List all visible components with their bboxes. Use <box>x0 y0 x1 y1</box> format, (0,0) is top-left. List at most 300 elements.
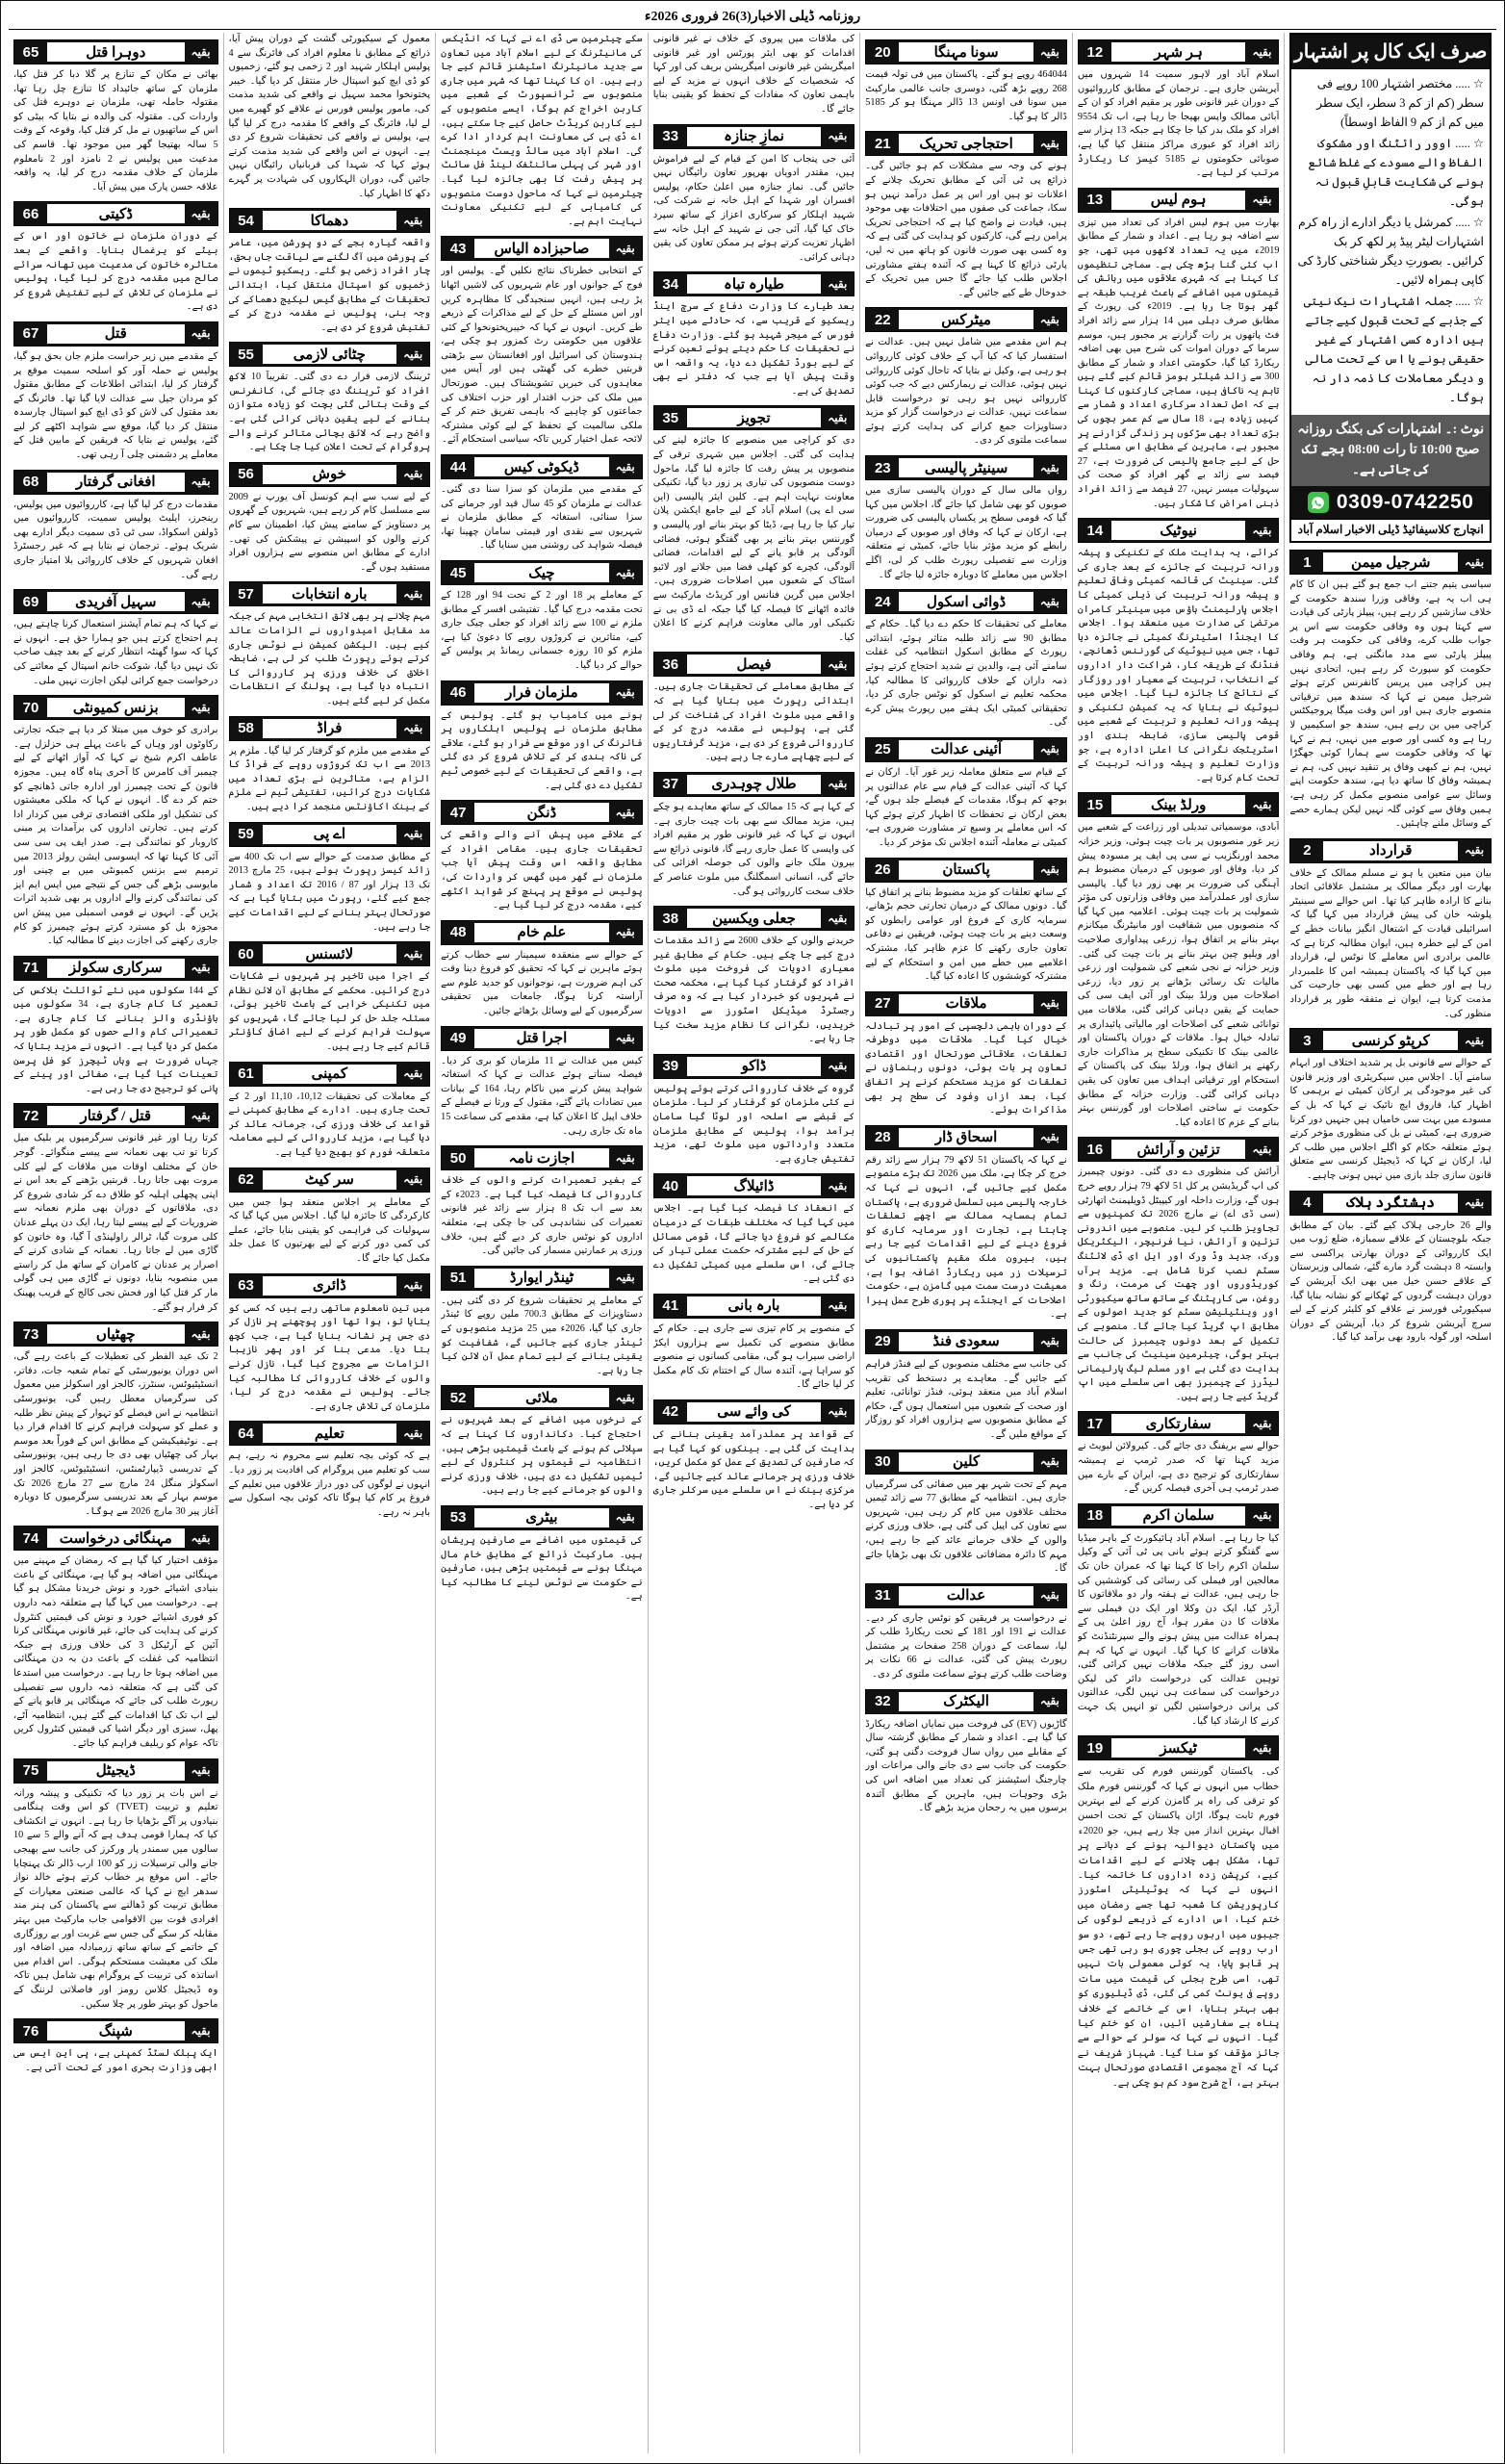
article-title: ڈیجیٹل <box>47 1761 185 1781</box>
column-1 <box>1284 33 1496 2453</box>
article-body: کے کہا ہے کہ 15 ممالک کے ساتھ معاہدے ہو چکے ہیں، مزید ممالک سے بھی بات چیت جاری ہے۔ انہوں نے کہا کہ غیر قانونی طور پر مقیم افراد کی واپسی کا عمل جاری رہے گا، قانونی ذرائع سے بیرون ملک جانے والوں کی حوصلہ افزائی کی جائے گی، انسانی اسمگلنگ میں ملوث عناصر کے خلاف سخت کارروائی ہو گی۔ <box>652 801 855 897</box>
article-title: جعلی ویکسین <box>687 909 822 928</box>
continued-label: بقیہ <box>1033 1330 1066 1353</box>
column-3 <box>859 33 1072 2453</box>
article-body: کے معاملات کی تحقیقات 10,12، 11,10 اور 2 کے تحت جاری ہیں۔ ادارے کے مطابق کمپنی نے قواعد کی خلاف ورزی کی، جرمانہ عائد کر دیا گیا ہے، مزید کارروائی کے لیے معاملہ متعلقہ فورم کو بھیج دیا گیا ہے۔ <box>228 1091 431 1159</box>
article-number: 4 <box>1290 1192 1323 1215</box>
article-body: آئی جی پنجاب کا امن کے قیام کے لیے فراموش ہیں، مقتدر ادویاں بھرپور تعاون رائیگاں نہیں جائیں گی۔ نمازِ جنازہ میں اعلیٰ حکام، پولیس افسران اور شہدا کے اہل خانہ نے شرکت کی، شہید اہلکار کو سرکاری اعزاز کے ساتھ سپرد خاک کیا گیا، آئی جی نے شہید کے اہل خانہ سے اظہار تعزیت کرتے ہوئے ہر ممکن تعاون کی یقین دہانی کرائی۔ <box>652 153 855 263</box>
article-title: ملزمان فرار <box>474 683 609 703</box>
article-headline-20[interactable] <box>865 39 1067 64</box>
continued-label: بقیہ <box>609 1386 642 1409</box>
article-body: ایک پبلک لسٹڈ کمپنی ہے، پی این ایس سی ابھی وزارت بحری امور کے تحت آتی ہے۔ <box>13 2048 218 2073</box>
article-headline-24[interactable] <box>865 589 1067 614</box>
continued-label: بقیہ <box>396 1168 429 1192</box>
article-headline-70[interactable] <box>13 695 218 720</box>
article-number: 47 <box>442 801 474 824</box>
article-number: 55 <box>230 343 263 366</box>
article-title: فراڈ <box>263 719 397 738</box>
article-title: دھماکا <box>263 211 397 230</box>
article-body: کے دوران ملزمان نے خاتون اور اس کے بیٹے کو یرغمال بنایا۔ واقعے کے بعد متاثرہ خاتون کی مدعیت میں تھانہ سرائے صالح میں مقدمہ درج کر لیا گیا، پولیس نے ملزمان کی تلاش کے لیے تفتیش شروع کر دی ہے۔ <box>13 231 218 313</box>
article-number: 44 <box>442 455 474 478</box>
article-body: میں تین نامعلوم ساتھی رہے ہیں کہ کسی کو بتایا تو، ہوا تھا اور پوچھنے پر نازل کر دی جس پر نشانہ بنایا گیا ہے، جب کچھ بتا دیا۔ مدعی بنا کر اور پھر نازیبا الزامات سے مجروح کیا گیا، نازل کرنے والوں کے خلاف کارروائی کا مطالبہ کیا جائے۔ پولیس نے مقدمہ درج کر لیا، ملزمان کی تلاش جاری ہے۔ <box>228 1302 431 1412</box>
article-title: چٹائی لازمی <box>263 345 397 364</box>
article-headline-67[interactable] <box>13 321 218 346</box>
article-number: 49 <box>442 1027 474 1050</box>
article-headline-50[interactable] <box>441 1145 643 1170</box>
article-title: ڈائیلاگ <box>687 1176 822 1195</box>
article-headline-52[interactable] <box>441 1385 643 1410</box>
article-title: بیٹری <box>474 1508 609 1527</box>
article-title: تزئین و آرائش <box>1111 1140 1246 1159</box>
article-title: ٹیکسز <box>1111 1738 1246 1758</box>
article-title: احتجاجی تحریک <box>899 134 1033 153</box>
ad-term-line: ☆ ..... کمرشل یا دیگر ادارے از راہ کرم اشتہارات لیٹر پیڈ پر لکھ کر بک کرائیں۔ بصورتِ دیگر شناختی کارڈ کی کاپی ہمراہ لائیں۔ <box>1297 216 1485 287</box>
article-headline-60[interactable] <box>229 941 431 966</box>
column-2 <box>1072 33 1285 2453</box>
article-body: کے نرخوں میں اضافے کے بعد شہریوں نے احتجاج کیا۔ دکانداروں کا کہنا ہے کہ سپلائی کم ہونے کے باعث قیمتیں بڑھی ہیں، انتظامیہ نے قیمتوں پر کنٹرول کے لیے ٹیمیں تشکیل دے دی ہیں، خلاف ورزی کرنے والوں کو جرمانے کیے جا رہے ہیں۔ <box>441 1415 643 1497</box>
article-title: دہشتگرد ہلاک <box>1323 1194 1458 1213</box>
article-title: قتل <box>47 324 185 344</box>
continued-label: بقیہ <box>821 907 854 930</box>
advertisement-box <box>1289 33 1492 543</box>
article-headline-73[interactable] <box>13 1322 218 1347</box>
article-title: اے پی <box>263 825 397 844</box>
article-number: 75 <box>14 1759 47 1783</box>
ad-booking-note: نوٹ :۔ اشتہارات کی بکنگ روزانہ صبح 10:00 تا رات 08:00 بجے تک کی جاتی ہے۔ <box>1291 415 1490 486</box>
article-headline-75[interactable] <box>13 1758 218 1784</box>
continued-label: بقیہ <box>185 471 217 494</box>
article-headline-63[interactable] <box>229 1273 431 1298</box>
article-body: کے قواعد پر عملدرآمد یقینی بنانے کی ہدایت کی گئی ہے۔ بینکوں کو کہا گیا ہے کہ صارفین کی تصدیق کے عمل کو مکمل کریں، خلاف ورزی پر جرمانے عائد کیے جائیں گے، مرکزی بینک نے اس سلسلے میں سرکلر جاری کر دیا ہے۔ <box>652 1428 855 1510</box>
article-number: 2 <box>1290 839 1323 862</box>
continued-label: بقیہ <box>396 823 429 846</box>
article-body: اسلام آباد اور لاہور سمیت 14 شہروں میں آپریشن جاری ہے۔ ترجمان کے مطابق کارروائیوں کے دوران غیر قانونی طور پر مقیم افراد کو ان کے آبائی ممالک واپس بھیجا جا رہا ہے، اب تک 9554 افراد کو ملک بدر کیا جا چکا ہے جبکہ 13 ہزار سے زائد افراد کو عبوری مراکز منتقل کیا گیا ہے، صوبائی حکومتوں نے 5185 کیسز کا ریکارڈ مرتب کر لیا ہے۔ <box>1077 69 1280 179</box>
article-headline-28[interactable] <box>865 1125 1067 1150</box>
continued-label: بقیہ <box>1033 456 1066 479</box>
continued-label: بقیہ <box>396 343 429 366</box>
article-number: 40 <box>654 1174 687 1197</box>
article-title: سفارتکاری <box>1111 1414 1246 1433</box>
article-body: کرائے، یہ ہدایت ملک کے تکنیکی و پیشہ ورانہ تربیت کے جائزے کے بعد جاری کی گئی۔ سینیٹ کی قائمہ کمیٹی وفاقی تعلیم و پیشہ ورانہ تربیت کی ذیلی کمیٹی کا اجلاس پارلیمنٹ ہاؤس میں سینیٹر کامران مرتضیٰ کی صدارت میں منعقد ہوا۔ اجلاس کا ایجنڈا اسٹیئرنگ کمیٹی نے جائزہ دیا تھا، جس میں نیوٹیک کی گورننس ڈھانچے، فنڈنگ کے طریقہ کار، شراکت دار اداروں کے انتخاب، تربیت کے معیار اور روزگار کے نتائج کا جائزہ لیا گیا۔ اجلاس میں نیوٹیک نے بتایا کہ یہ کمیشن تکنیکی و پیشہ ورانہ تعلیم و تربیت کے شعبے میں قومی پالیسی سازی، ضابطہ بندی اور اسٹریٹجک نگرانی کا اعلیٰ ادارہ ہے، جو وزارت تعلیم و پیشہ ورانہ تربیت کے تحت کام کرتا ہے۔ <box>1077 548 1280 783</box>
article-body: والے 26 خارجی ہلاک کیے گئے۔ بیان کے مطابق جبکہ بلوچستان کے علاقے سمبازہ، ضلع ژوب میں ایک کارروائی کے دوران بھارتی پراکسی سے وابستہ 8 دہشت گرد مارے گئے، شمالی وزیرستان کے علاقے حسن خیل میں بھی ایک آپریشن کے دوران دہشت گردوں کے ٹھکانے کو نشانہ بنایا گیا، سیکیورٹی فورسز نے علاقے کو کلیئر کرنے کے لیے سرچ آپریشن شروع کر دیا، آپریشن کے دوران اسلحہ اور گولہ بارود بھی برآمد کیا گیا۔ <box>1289 1219 1492 1344</box>
article-title: کلین <box>899 1452 1033 1472</box>
article-number: 41 <box>654 1295 687 1318</box>
article-number: 60 <box>230 942 263 965</box>
article-number: 22 <box>866 308 899 331</box>
article-body: معاملے کی تحقیقات کا حکم دے دیا گیا۔ حکام کے مطابق 90 سے زائد طلبہ متاثر ہوئے، ابتدائی رپورٹ کے مطابق اسکول انتظامیہ کی غفلت سامنے آئی ہے، والدین نے شدید احتجاج کرتے ہوئے ذمہ داران کے خلاف کارروائی کا مطالبہ کیا، محکمہ تعلیم نے اسکول کو نوٹس جاری کر دیا، تحقیقاتی کمیٹی ایک ہفتے میں رپورٹ پیش کرے گی۔ <box>865 619 1067 729</box>
continued-label: بقیہ <box>609 801 642 824</box>
article-number: 14 <box>1079 519 1111 542</box>
continued-label: بقیہ <box>185 590 217 613</box>
continued-label: بقیہ <box>609 1267 642 1290</box>
article-number: 71 <box>14 957 47 980</box>
article-number: 67 <box>14 322 47 346</box>
article-headline-64[interactable] <box>229 1421 431 1446</box>
article-number: 27 <box>866 992 899 1015</box>
article-headline-16[interactable] <box>1078 1137 1280 1162</box>
article-number: 46 <box>442 681 474 705</box>
article-headline-35[interactable] <box>653 405 855 430</box>
masthead-title: روزنامہ ڈیلی الاخبار(3)26 فروری 2026ء <box>9 5 1496 30</box>
article-number: 58 <box>230 717 263 740</box>
continued-label: بقیہ <box>396 942 429 965</box>
article-title: ڈکیتی <box>47 204 185 223</box>
article-title: اسحاق ڈار <box>899 1128 1033 1147</box>
article-title: الیکٹرک <box>899 1692 1033 1711</box>
article-title: طلال چوہدری <box>687 775 822 794</box>
continued-label: بقیہ <box>1245 1412 1278 1435</box>
article-number: 28 <box>866 1126 899 1149</box>
continued-label: بقیہ <box>185 40 217 64</box>
article-title: عدالت <box>899 1586 1033 1605</box>
continued-label: بقیہ <box>185 1104 217 1127</box>
article-headline-56[interactable] <box>229 462 431 487</box>
article-number: 73 <box>14 1322 47 1346</box>
article-headline-53[interactable] <box>441 1505 643 1530</box>
article-head���ine-51[interactable] <box>441 1266 643 1291</box>
article-headline-26[interactable] <box>865 858 1067 883</box>
article-headline-4[interactable] <box>1289 1191 1492 1216</box>
article-title: پاکستان <box>899 860 1033 880</box>
article-body: کے دوران باہمی دلچسپی کے امور پر تبادلہ خیال کیا گیا۔ ملاقات میں دوطرفہ تعلقات، علاقائی صورتحال اور اقتصادی تعاون پر بات ہوئی، دونوں رہنماؤں نے تعلقات کو مزید مستحکم کرنے پر اتفاق کیا، بعد ازاں وفود کی سطح پر بھی مذاکرات ہوئے۔ <box>865 1020 1067 1116</box>
continued-label: بقیہ <box>1458 1029 1491 1052</box>
article-body: کے ساتھ تعلقات کو مزید مضبوط بنانے پر اتفاق کیا گیا۔ دونوں ممالک کے درمیان تجارتی حجم بڑھانے، سرمایہ کاری کے فروغ اور عوامی رابطوں کو وسعت دینے پر بات چیت ہوئی، فریقین نے دفاعی تعاون جاری رکھنے کا عزم ظاہر کیا، مشترکہ اعلامیے میں خطے میں امن و استحکام کے لیے مشترکہ کوششوں کا اعادہ کیا گیا۔ <box>865 886 1067 983</box>
article-body: کے حوالے سے منعقدہ سیمینار سے خطاب کرتے ہوئے ماہرین نے کہا کہ تحقیق کو فروغ دینا وقت کی اہم ضرورت ہے، نوجوانوں کو جدید علوم سے آراستہ کرنا ہوگا، جامعات میں تحقیقی سرگرمیوں کے لیے وسائل بڑھائے جائیں۔ <box>441 949 643 1017</box>
article-title: سعودی فنڈ <box>899 1332 1033 1351</box>
article-headline-45[interactable] <box>441 560 643 585</box>
continued-label: بقیہ <box>821 406 854 429</box>
article-number: 64 <box>230 1422 263 1445</box>
article-number: 42 <box>654 1400 687 1424</box>
article-number: 48 <box>442 921 474 944</box>
article-title: دوہرا قتل <box>47 42 185 62</box>
article-body: کے مقدمے میں ملزمان کو سزا سنا دی گئی۔ عدالت نے ملزمان کو 45 سال قید اور جرمانے کی سزا سنائی، استغاثہ کے مطابق ملزمان نے شہریوں سے نقدی اور قیمتی سامان چھینا تھا، فیصلہ شواہد کی روشنی میں سنایا گیا۔ <box>441 484 643 552</box>
article-headline-36[interactable] <box>653 652 855 677</box>
article-headline-14[interactable] <box>1078 518 1280 543</box>
continued-label: بقیہ <box>609 681 642 705</box>
continued-label: بقیہ <box>609 1506 642 1529</box>
article-title: بارہ بانی <box>687 1296 822 1316</box>
article-number: 65 <box>14 40 47 64</box>
continued-label: بقیہ <box>1245 1504 1278 1527</box>
article-body: نے اس بات پر زور دیا کہ تکنیکی و پیشہ ورانہ تعلیم و تربیت (TVET) کو اس وقت ہنگامی بنیادوں پر آگے بڑھایا جا رہا ہے۔ انہوں نے انکشاف کیا کہ ہمارا قومی ہدف ہے کہ آنے والے 5 سے 10 سالوں میں سمندر پار ورکرز کی جانب سے بھیجی جانے والی ترسیلات زر کو 100 ارب ڈالر تک پہنچایا جائے۔ اس موقع پر خطاب کرتے ہوئے خالد نواز سدھر ایچ نے کہا کہ عالمی صنعتی معیارات کے مطابق تربیت کو ڈھالنے سے پاکستان کی ہنر مند افرادی قوت بین الاقوامی جاب مارکیٹ میں بہتر مقابلہ کر سکے گی جس سے غربت اور بے روزگاری کے خاتمے کے ساتھ ساتھ زرمبادلہ میں اضافہ اور ملک کی معیشت مستحکم ہوگی۔ اس اقدام میں اساتذہ کی تربیت کے پروگرام بھی شامل ہیں تاکہ وہ ڈیجیٹل کلاس رومز اور فاصلاتی لرننگ کے ماحول کو بہتر طور پر چلا سکیں۔ <box>13 1787 218 2010</box>
article-number: 24 <box>866 590 899 613</box>
continued-label: بقیہ <box>185 696 217 719</box>
continued-label: بقیہ <box>1245 793 1278 816</box>
article-body: کی۔ پاکستان گورننس فورم کی تقریب سے خطاب میں انہوں نے کہا کہ گورننس فورم ملک کو ترقی کی راہ پر گامزن کرنے کے لیے بہترین فورم ثابت ہوگا، اڑان پاکستان کے تحت احسن اقبال بہترین انداز میں چلا رہے ہیں، جو 2020ء میں پاکستان دیوالیہ ہونے کے دہانے پر تھا، مشکل بھی چلانے کے لیے اقدامات کیے، کرپشن زدہ اداروں کا خاتمہ کیا۔ انہوں نے کہا کہ یوٹیلیٹی اسٹورز کارپوریشن کا شعبہ تھا جسے رمضان میں ختم کیا، اس ادارے کے ذریعے لوگوں کی جیبوں میں اربوں روپے جا رہے تھے، دو سو ارب روپے کی بجلی چوری ہو رہی تھی جس پر قابو پایا، یہ کوئی معمولی بات نہیں تھی، اسی طرح بجلی کی قیمت میں سات روپے فی یونٹ کمی کی گئی، ڈی ڈیلیوری کو بھی بہتر بنایا، اس کے خاتمے کے خلاف پناہ بے سفارشیں آئیں، ان کو ختم کیا گیا۔ انہوں نے کہا کہ سولر کے حوالے سے جائز مؤقف کو سنا گیا۔ شہباز شریف نے کہا کہ آج مجموعی اقتصادی صورتحال بہت بہتر ہے، آج شرح سود کم ہو چکی ہے۔ <box>1077 1766 1280 2089</box>
continued-label: بقیہ <box>821 125 854 148</box>
article-title: ملائی <box>474 1388 609 1407</box>
article-title: تعلیم <box>263 1424 397 1443</box>
article-headline-34[interactable] <box>653 271 855 296</box>
article-headline-19[interactable] <box>1078 1735 1280 1760</box>
article-title: کرپٹو کرنسی <box>1323 1031 1458 1050</box>
article-body: کے مطابق صدمت کے حوالے سے اب تک 400 سے زائد کیسز رپورٹ ہوئے ہیں، 25 مارچ 2013 تک 13 ہزار اور 87 / 2016 تک اعداد و شمار جمع کیے گئے، رپورٹ میں بتایا گیا ہے کہ صورتحال بہتر بنانے کے لیے اقدامات کیے جا رہے ہیں۔ <box>228 851 431 933</box>
article-body: کے معاملے پر 18 اور 2 کے تحت 94 اور 128 کے تحت مقدمہ درج کیا گیا۔ تفتیشی افسر کے مطابق ملزم نے 100 سے زائد افراد کو جعلی چیک جاری کیے، متاثرین نے کروڑوں روپے کا دعویٰ کیا ہے، ملزم کو 10 روزہ جسمانی ریمانڈ پر پولیس کے حوالے کر دیا گیا۔ <box>441 590 643 671</box>
article-title: سلمان اکرم <box>1111 1506 1246 1526</box>
article-headline-29[interactable] <box>865 1329 1067 1354</box>
article-body: کے 144 سکولوں میں نئے ٹوائلٹ بلاکس کی تعمیر کا کام جاری ہے، 34 سکولوں میں باؤنڈری والز بنانے کا کام جاری ہے۔ تعمیراتی کام والے حصوں کو مکمل طور پر مکمل کر دیا گیا ہے۔ انہوں نے مزید بتایا کہ جہاں ضرورت ہے وہاں ٹیچرز کو فل پرسن تعینات کیا گیا ہے، صفائی اور پینے کے پانی کو ترجیح دی جا رہی ہے۔ <box>13 985 218 1094</box>
article-headline-41[interactable] <box>653 1294 855 1319</box>
article-body: نے کہا کہ ہم تمام آپشنز استعمال کرنا چاہتے ہیں، ہم احتجاج کرتے ہیں جو ہمارا حق ہے۔ انہوں نے کہا کہ سوا گھنٹہ انتظار کرنے کے بعد چیف صاحب تک نہیں دیا گیا، شوکت خانم اسپتال کے معائنے کی درخواست جمع کرائی لیکن اجازت نہیں ملی۔ <box>13 619 218 686</box>
article-title: نمازِ جنازہ <box>687 127 822 146</box>
whatsapp-icon <box>1308 492 1329 513</box>
article-body: 464044 روپے ہو گئے۔ پاکستان میں فی تولہ قیمت 268 روپے بڑھ گئی، دوسری جانب عالمی مارکیٹ میں سونا فی اونس 13 ڈالر مہنگا ہو کر 5185 ڈالر کا ہو گیا۔ <box>865 69 1067 122</box>
article-headline-62[interactable] <box>229 1168 431 1193</box>
continued-label: بقیہ <box>609 921 642 944</box>
article-headline-1[interactable] <box>1289 550 1492 575</box>
article-number: 23 <box>866 456 899 479</box>
continued-label: بقیہ <box>1245 1138 1278 1161</box>
continued-label: بقیہ <box>821 1295 854 1318</box>
article-headline-46[interactable] <box>441 680 643 706</box>
article-headline-32[interactable] <box>865 1689 1067 1714</box>
continued-label: بقیہ <box>821 272 854 295</box>
article-number: 53 <box>442 1506 474 1529</box>
article-number: 43 <box>442 237 474 260</box>
article-number: 61 <box>230 1063 263 1086</box>
article-number: 30 <box>866 1450 899 1474</box>
article-number: 1 <box>1290 551 1323 574</box>
article-body: سیاسی یتیم جتنے اب جمع ہو گئے ہیں ان کا کام ہی اب یہ ہے، وفاقی وزرا سندھ حکومت کے خلاف سازشیں کر رہے ہیں، پیپلز پارٹی کی قیادت سے کہتا ہوں وہ وفاقی حکومت سے اس پر جواب طلب کرے، وفاقی کی حکومت ہر وقت پیپلز پارٹی سے مدد مانگتی ہے، ہم وفاقی حکومت کو سپورٹ کر رہے ہیں، اتحادی نہیں ہیں کراچی میں پریس کانفرنس کرتے ہوئے شرجیل میمن نے کہا کہ سندھ میں ترقیاتی منصوبے جاری ہیں اور اس وقت میگا پروجیکٹس کراچی میں بن رہے ہیں، سندھ جو اسکیمیں لا رہا ہے وہ کسی اور صوبے میں نہیں، ہم نے کہا تھا کہ وفاقی حکومت سے ہمارا کوئی جھگڑا نہیں، ہم نے کبھی وفاق پر تنقید نہیں کی، ہم نے ہمیشہ وفاق کا ساتھ دیا ہے، سندھ حکومت اپنے وسائل سے عوامی منصوبے مکمل کر رہی ہے، ہمیں وفاق سے کوئی گلہ نہیں لیکن ہمارے حصے کے وسائل ملنے چاہئیں۔ <box>1289 579 1492 830</box>
article-headline-40[interactable] <box>653 1173 855 1198</box>
article-title: قرارداد <box>1323 841 1458 860</box>
article-headline-37[interactable] <box>653 772 855 797</box>
article-headline-54[interactable] <box>229 208 431 233</box>
article-body: ہم اس مقدمے میں شامل نہیں ہیں۔ عدالت نے استفسار کیا کہ کیا آپ کے خلاف کوئی کارروائی ہو رہی ہے، وکیل نے بتایا کہ تاحال کوئی کارروائی نہیں ہوئی، عدالت نے ریمارکس دیے کہ جب کوئی کارروائی نہیں ہو رہی تو درخواست قابل سماعت نہیں، عدالت نے درخواست گزار کو مزید دستاویزات جمع کرانے کی ہدایت کرتے ہوئے سماعت ملتوی کر دی۔ <box>865 337 1067 447</box>
article-body: کرتا رہا اور غیر قانونی سرگرمیوں پر بلیک میل کرتا تو تب بھی نعمانہ سے پیسے منگوائے۔ گوجر خان کے مختلف اوقات میں ملاقات کے لیے کلی مروت بھی جاتا رہا۔ قربتیں بڑھنے کے بعد اس نے اپنی پچھلی اہلیہ کو طلاق دے کر شادی شروع کر دی، ملاقاتوں کے دوران بھی ملزم نعمانہ سے ضروریات کے لیے پیسے لیتا رہا، ایک دن پہلے عدنان کلی مروت گیا، ٹرالر راولپنڈی آ گیا، وہ خاتون کو گاڑی میں لے جاتا رہا۔ نعمانہ کے شادی کرنے کے اصرار پر عدنان نے کامران کے ساتھ مل کر راستے میں منصوبہ بنایا، دونوں نے گاڑی میں ہی گولی مار کر قتل کیا اور فحش نجی کالج کے قریب پھینک کر فرار ہو گئے۔ <box>13 1133 218 1313</box>
article-title: ڈیکوٹی کیس <box>474 457 609 476</box>
ad-footer-incharge: انچارج کلاسیفائیڈ ڈیلی الاخبار اسلام آباد <box>1291 519 1490 541</box>
article-title: ملاقات <box>899 994 1033 1014</box>
continued-label: بقیہ <box>396 209 429 232</box>
article-headline-66[interactable] <box>13 201 218 226</box>
article-number: 32 <box>866 1690 899 1713</box>
article-headline-72[interactable] <box>13 1103 218 1128</box>
article-headline-57[interactable] <box>229 581 431 606</box>
continued-label: بقیہ <box>396 1422 429 1445</box>
continued-label: بقیہ <box>185 1322 217 1346</box>
continued-label: بقیہ <box>609 561 642 584</box>
article-title: ورلڈ بینک <box>1111 795 1246 814</box>
article-body: بعد طیارے کا وزارت دفاع کے سرچ اینڈ ریسکیو کے قریب سے، کہ حادثے میں ایئر فورس کے میجر شہید ہو گئے۔ وزارت دفاع نے تحقیقات کا حکم دیتے ہوئے تعین کرنے کے لیے بورڈ تشکیل دے دیا، یہ واقعہ اس وقت پیش آیا ہے جب کہ دفتر نے بھی تصدیق کی ہے۔ <box>652 301 855 397</box>
article-number: 45 <box>442 561 474 584</box>
article-headline-33[interactable] <box>653 124 855 149</box>
article-headline-22[interactable] <box>865 307 1067 332</box>
article-title: قتل / گرفتار <box>47 1106 185 1125</box>
article-title: کی وائے سی <box>687 1402 822 1422</box>
article-headline-31[interactable] <box>865 1583 1067 1608</box>
continued-label: بقیہ <box>821 653 854 676</box>
article-number: 66 <box>14 202 47 225</box>
article-headline-58[interactable] <box>229 716 431 741</box>
continued-label: بقیہ <box>821 1055 854 1078</box>
article-headline-3[interactable] <box>1289 1028 1492 1053</box>
article-title: شرجیل میمن <box>1323 552 1458 572</box>
article-headline-15[interactable] <box>1078 792 1280 817</box>
article-title: چھٹیاں <box>47 1324 185 1344</box>
article-body: کے بغیر تعمیرات کرنے والوں کے خلاف کارروائی کا فیصلہ کیا گیا ہے۔ 2023ء کے بعد سے اب تک 8 ہزار سے زائد غیر قانونی تعمیرات کی نشاندہی کی جا چکی ہے، متعلقہ اداروں کو نوٹس جاری کر دیے گئے ہیں، خلاف ورزی پر عمارتیں مسمار کی جائیں گی۔ <box>441 1175 643 1257</box>
article-headline-38[interactable] <box>653 906 855 931</box>
article-body: ٹریننگ لازمی قرار دے دی گئی۔ تقریباً 10 لاکھ افراد کو ٹریننگ دی جائے گی، کانفرنس کے وقت بتائی گئی بچت کو زیادہ متوازن بنانے کے لیے یقین دہانی کرائی گئی ہے۔ واضح رہے کہ لائق بچائی متاثر کرنے والے پروگرام کے تحت اعلان کیا جا چکا ہے۔ <box>228 372 431 453</box>
article-body: دی کو کراچی میں منصوبے کا جائزہ لینے کی ہدایت کی گئی۔ اجلاس میں شہری ترقی کے منصوبوں پر پیش رفت کا جائزہ لیا گیا، ماحول دوست منصوبوں کی تیاری پر زور دیا گیا، تکنیکی معاونت نہایت اہم ہے۔ کلین ایئر پالیسی (این سی اے پی) اسلام آباد کے لیے جامع ایکشن پلان تیار کیا جا رہا ہے، ڈیٹا کو بہتر بنانے اور پالیسی و گورننس بہتر بنانے پر بھی گفتگو ہوئی، فضائی آلودگی پر قابو پانے کے لیے اقدامات، فضائی آلودگی، کچرے کو کھلی فضا میں جلانے اور لائیو اسٹاک کے شعبوں میں اصلاحات ضروری ہیں۔ اجلاس میں گرین فنانس اور کریڈٹ مارکیٹ سے فائدہ اٹھانے کا فیصلہ کیا گیا جبکہ اے ڈی بی نے تکنیکی اور مالی معاونت فراہم کرنے کا اعلان کیا۔ <box>652 435 855 643</box>
article-number: 57 <box>230 582 263 605</box>
article-headline-49[interactable] <box>441 1026 643 1051</box>
article-body: کے علاقے میں پیش آنے والے واقعے کی تحقیقات جاری ہیں۔ مقامی افراد کے مطابق واقعہ اس وقت پیش آیا جب ملزمان نے گھر میں گھس کر واردات کی، پولیس نے موقع پر پہنچ کر شواہد اکٹھے کیے، مقدمہ درج کر لیا گیا ہے۔ <box>441 830 643 911</box>
continued-label: بقیہ <box>1033 992 1066 1015</box>
article-headline-71[interactable] <box>13 956 218 981</box>
article-body: کے انتخابی خطرناک نتائج نکلیں گے۔ پولیس اور فوج کے جوانوں اور عام شہریوں کی لاشیں اٹھانا پڑ رہی ہیں، انہیں سنجیدگی کا مظاہرہ کریں اور اس مسئلے کے حل کے لیے مذاکرات کے ذریعے طے کریں۔ انہوں نے کہا کہ خیبرپختونخوا کے کئی علاقوں میں حکومتی رٹ کمزور ہو چکی ہے، ہندوستان کی اسرائیل اور افغانستان سے بڑھتی قربتیں خطرے کی گھنٹی ہیں اور آپس میں معاہدوں کی خبریں تشویشناک ہیں۔ صورتحال میں ملک کی حزب اقتدار اور حزب اختلاف کی جماعتوں کو چاہیے کہ باہمی تفریق ختم کر کے ملکی سالمیت کے تحفظ کے لیے کوئی مشترکہ لائحہ عمل اختیار کریں تاکہ سیاسی استحکام آئے۔ <box>441 266 643 446</box>
article-number: 37 <box>654 773 687 796</box>
article-body: مہم کے تحت شہر بھر میں صفائی کی سرگرمیاں جاری ہیں۔ انتظامیہ کے مطابق 77 سے زائد ٹیمیں مختلف علاقوں میں کام کر رہی ہیں، شہریوں سے تعاون کی اپیل کی گئی ہے، خلاف ورزی کرنے والوں کے خلاف جرمانے عائد کیے جا رہے ہیں، مہم کا دائرہ مضافاتی علاقوں تک بھی بڑھایا جائے گا۔ <box>865 1478 1067 1575</box>
ad-phone-row[interactable] <box>1291 486 1490 519</box>
article-number: 34 <box>654 272 687 295</box>
article-headline-76[interactable] <box>13 2018 218 2043</box>
continued-label: بقیہ <box>185 1527 217 1550</box>
article-title: اجازت نامہ <box>474 1148 609 1168</box>
article-body: کے منصوبے پر کام تیزی سے جاری ہے۔ حکام کے مطابق منصوبے کی تکمیل سے ہزاروں ایکڑ اراضی سیراب ہو گی، مقامی کسانوں نے منصوبے کو سراہا ہے، آئندہ سال کے اختتام تک کام مکمل کر لیا جائے گا۔ <box>652 1322 855 1391</box>
article-body: بھارت میں ہوم لیس افراد کی تعداد میں تیزی سے اضافہ ہو رہا ہے۔ اعداد و شمار کے مطابق 2019ء میں یہ تعداد لاکھوں میں تھی، جو اب کئی گنا بڑھ چکی ہے۔ سماجی تنظیموں کا کہنا ہے کہ شہری علاقوں میں رہائش کی قیمتوں میں اضافے کے باعث غریب طبقہ بے گھر ہوتا جا رہا ہے۔ 2019ء کی رپورٹ کے مطابق صرف دہلی میں 14 ہزار سے زائد افراد فٹ پاتھوں پر رات گزارنے پر مجبور ہیں، موسم سرما کے دوران اموات کی شرح میں بھی اضافہ ریکارڈ کیا گیا، حکومتی اعداد و شمار کے مطابق 300 سے زائد شیلٹر ہومز قائم کیے گئے ہیں تاہم یہ ناکافی ہیں، سماجی کارکنوں کا کہنا ہے کہ اصل تعداد سرکاری اعداد و شمار سے کہیں زیادہ ہے، 18 سال سے کم عمر بچوں کی بڑی تعداد بھی سڑکوں پر زندگی گزارنے پر مجبور ہے، ماہرین کے مطابق اس مسئلے کے حل کے لیے جامع پالیسی کی ضرورت ہے، 27 فیصد سے زائد بے گھر افراد کو صحت کی سہولیات میسر نہیں، 27 فیصد سے زائد افراد ذہنی امراض کا شکار ہیں۔ <box>1077 217 1280 509</box>
article-body: واقعہ گیارہ بجے کے دو پورشن میں، عامر کے پورشن میں آگ لگنے سے لیاقت جاں بحق، چار افراد زخمی ہو گئے۔ ریسکیو ٹیموں نے زخمیوں کو اسپتال منتقل کیا، ابتدائی تحقیقات کے مطابق گیس لیکیج دھماکے کی وجہ بنی، پولیس نے مقدمہ درج کر کے تفتیش شروع کر دی ہے۔ <box>228 238 431 333</box>
column-4 <box>648 33 860 2453</box>
continued-label: بقیہ <box>609 1027 642 1050</box>
article-number: 12 <box>1079 40 1111 64</box>
article-number: 17 <box>1079 1412 1111 1435</box>
article-number: 63 <box>230 1274 263 1297</box>
article-body: گاڑیوں (EV) کی فروخت میں نمایاں اضافہ ریکارڈ کیا گیا ہے۔ اعداد و شمار کے مطابق گزشتہ سال کے مقابلے میں رواں سال فروخت دگنی ہو گئی، حکومت کی جانب سے دی جانے والی مراعات اور چارجنگ اسٹیشنز کی تعداد میں اضافہ اس کی بڑی وجوہات ہیں، ماہرین کے مطابق آئندہ برسوں میں یہ رجحان مزید بڑھے گا۔ <box>865 1718 1067 1814</box>
article-title: سونا مہنگا <box>899 42 1033 62</box>
continued-label: بقیہ <box>1033 40 1066 64</box>
continued-label: بقیہ <box>185 957 217 980</box>
article-headline-55[interactable] <box>229 342 431 367</box>
article-title: صاحبزادہ الیاس <box>474 239 609 258</box>
article-number: 20 <box>866 40 899 64</box>
article-headline-39[interactable] <box>653 1054 855 1079</box>
continued-label: بقیہ <box>396 1063 429 1086</box>
article-headline-42[interactable] <box>653 1399 855 1424</box>
continued-label: بقیہ <box>1245 519 1278 542</box>
article-number: 3 <box>1290 1029 1323 1052</box>
article-number: 54 <box>230 209 263 232</box>
continued-label: بقیہ <box>1245 189 1278 212</box>
article-body: ہونے میں کامیاب ہو گئے۔ پولیس کے مطابق ملزمان نے پولیس اہلکاروں پر فائرنگ کی اور موقع سے فرار ہو گئے، علاقے کی ناکہ بندی کر کے تلاش شروع کر دی گئی ہے، واقعے کی تحقیقات کے لیے خصوصی ٹیم تشکیل دے دی گئی ہے۔ <box>441 709 643 791</box>
article-title: سینیٹر پالیسی <box>899 458 1033 477</box>
article-headline-2[interactable] <box>1289 838 1492 863</box>
article-number: 36 <box>654 653 687 676</box>
article-body: کے حوالے سے قانونی بل پر شدید اختلاف اور ابہام سامنے آیا۔ اجلاس میں سیکریٹری اور وزیر قانون کی غیر موجودگی پر ارکان کمیٹی نے برہمی کا اظہار کیا، فاروق ایچ نائیک نے کہا کہ بل کے مسودے میں بہت سی خامیاں ہیں جنہیں دور کرنا ضروری ہے، کمیٹی نے بل کی منظوری مؤخر کرتے ہوئے متعلقہ حکام کو اگلے اجلاس میں طلب کر لیا، ارکان نے کہا کہ ڈیجیٹل کرنسی سے متعلق قانون سازی جلد بازی میں نہیں ہونی چاہیے۔ <box>1289 1058 1492 1181</box>
article-headline-59[interactable] <box>229 822 431 847</box>
article-number: 29 <box>866 1330 899 1353</box>
article-title: سہیل آفریدی <box>47 592 185 611</box>
continued-label: بقیہ <box>1033 308 1066 331</box>
article-headline-65[interactable] <box>13 39 218 64</box>
continued-label: بقیہ <box>396 717 429 740</box>
article-body: کے مقدمے میں زیر حراست ملزم جاں بحق ہو گیا، پولیس نے حملہ آور کو اسلحہ سمیت موقع پر گرفتار کر لیا، ابتدائی اطلاعات کے مطابق مقتول کو مردان جیل سے عدالت لایا گیا تھا۔ فائرنگ کے بعد مقتول کی لاش کو ڈی ایچ کیو اسپتال چارسدہ منتقل کر دیا گیا، موقع سے شواہد اکٹھے کر لیے گئے، پولیس نے بتایا کہ فریقین کے مابین قتل کے معاملے پر دشمنی چلی آ رہی تھی۔ <box>13 350 218 461</box>
article-headline-17[interactable] <box>1078 1411 1280 1436</box>
article-body: آبادی، موسمیاتی تبدیلی اور زراعت کے شعبے میں زیر غور منصوبوں پر بات چیت ہوئی، وزیر خزانہ محمد اورنگزیب نے سی پی ایف پر مسودہ پیش کر دیا، وفاق اور صوبوں کے درمیان مضبوط ہم آہنگی کی ضرورت پر بھی زور دیا گیا۔ پالیسی سازی اور عملدرآمد میں وفاقی وزارتوں کی مؤثر شمولیت پر بات چیت ہوئی۔ اعلامیہ میں کہا گیا کہ منصوبوں میں شفافیت اور مانیٹرنگ میکانزم بہتر بنانے پر اتفاق ہوا، زرعی پیداواری صلاحیت اور ویلیو چین بہتر بنانے پر بات چیت کی گئی۔ وزیر خزانہ نے نجی شعبے کی شمولیت اور زرعی مالیات تک رسائی بڑھانے پر زور دیا، زرعی اصلاحات میں ورلڈ بینک اور آئی ایف سی کی حمایت کے یقین دہانی کرائی گئی، ملاقات میں توانائی شعبے کی اصلاحات اور مالیاتی پائیداری پر تبادلہ خیال ہوا۔ ملاقات کے دوران پاکستان اور عالمی بینک کا تکنیکی سطح پر مذاکرات جاری رکھنے پر اتفاق ہوا، ورلڈ بینک کی پاکستان کے استحکام اور ترقیاتی اہداف میں تعاون کی یقین دہانی کرائی گئی۔ وزارت خزانہ کے مطابق حکومت نے ساختی اصلاحات اور گورننس بہتر بنانے کے عزم کا اعادہ کیا۔ <box>1077 822 1280 1128</box>
article-body: کے مطابق معاملے کی تحقیقات جاری ہیں۔ ابتدائی رپورٹ میں بتایا گیا ہے کہ واقعے میں ملوث افراد کی شناخت کر لی گئی ہے، پولیس نے مقدمہ درج کر کے کارروائی شروع کر دی ہے، مزید گرفتاریوں کے لیے چھاپے مارے جا رہے ہیں۔ <box>652 681 855 763</box>
article-title: کمپنی <box>263 1065 397 1084</box>
article-number: 39 <box>654 1055 687 1078</box>
article-body: بیان میں متعین یا ہو نے مسلم ممالک کے خلاف بھارت اور دیگر ممالک پر مشتمل علاقائی اتحاد بنانے کا ارادہ ظاہر کیا تھا۔ اس حوالے سے سینیٹر پلوشہ خان کی پیش قرارداد میں کہا گیا کہ اسرائیلی قیادت کے اشتعال انگیز بیانات خطے کے امن کے لیے خطرہ ہیں، ایوان مطالبہ کرتا ہے کہ عالمی برادری اس معاملے کا نوٹس لے، قرارداد میں کہا گیا کہ پاکستان ہمیشہ امن کا علمبردار رہا ہے اور خطے میں کسی بھی جارحیت کی مذمت کرتا ہے، ایوان نے متفقہ طور پر قرارداد منظور کی۔ <box>1289 867 1492 1019</box>
ad-term-line: ☆ ..... اوور رائٹنگ اور مشکوک الفاظ والے مسودے کے غلط شائع ہونے کی شکایت قابلِ قبول نہ ہوگی۔ <box>1308 137 1485 208</box>
article-headline-44[interactable] <box>441 454 643 479</box>
article-number: 21 <box>866 132 899 155</box>
article-body: حوالے سے بریفنگ دی جائے گی۔ کیرولائن لیویٹ نے مزید کہنا تھا کہ صدر ٹرمپ نے ہمیشہ سفارتکاری کو ترجیح دی ہے، ایران کے بارے میں صدر ٹرمپ ہی آخری فیصلہ کریں گے۔ <box>1077 1441 1280 1495</box>
article-headline-68[interactable] <box>13 470 218 495</box>
continued-label: بقیہ <box>821 1400 854 1424</box>
continued-label: بقیہ <box>185 2019 217 2042</box>
article-title: ڈوائی اسکول <box>899 592 1033 611</box>
article-number: 51 <box>442 1267 474 1290</box>
article-body: گروہ کے خلاف کارروائی کرتے ہوئے پولیس نے کئی ملزمان کو گرفتار کر لیا۔ ملزمان کے قبضے سے اسلحہ اور لوٹا گیا سامان برآمد ہوا، پولیس کے مطابق ملزمان متعدد وارداتوں میں ملوث تھے، مزید تفتیش جاری ہے۔ <box>652 1083 855 1165</box>
article-number: 68 <box>14 471 47 494</box>
article-number: 69 <box>14 590 47 613</box>
article-number: 70 <box>14 696 47 719</box>
column-5 <box>435 33 648 2453</box>
article-number: 76 <box>14 2019 47 2042</box>
continued-label: بقیہ <box>1033 590 1066 613</box>
article-title: بارہ انتخابات <box>263 584 397 603</box>
continued-label: بقیہ <box>1033 738 1066 761</box>
article-title: اجرا قتل <box>474 1029 609 1048</box>
ad-phone-number[interactable]: 0309-0742250 <box>1336 491 1474 513</box>
article-body: ہونے کی وجہ سے مشکلات کم ہو جائیں گی۔ ذرائع پی ٹی آئی کے مطابق تحریک چلانے کے اعلانات تو ہیں اور اس پر عمل درآمد نہیں ہو سکا، جماعت کی صفوں میں اختلافات بھی موجود ہیں، قیادت نے واضح کیا ہے کہ احتجاجی تحریک پرامن رہے گی، کارکنوں کو ہدایت کی گئی ہے کہ وہ کسی بھی صورت قانون کو ہاتھ میں نہ لیں، پارٹی ذرائع کا کہنا ہے کہ آئندہ ہفتے مشاورتی اجلاس طلب کیا جائے گا جس میں تحریک کے خدوخال طے کیے جائیں گے۔ <box>865 161 1067 298</box>
article-number: 33 <box>654 125 687 148</box>
article-headline-13[interactable] <box>1078 188 1280 213</box>
article-title: چیک <box>474 563 609 582</box>
column-container <box>9 33 1496 2453</box>
article-headline-43[interactable] <box>441 236 643 261</box>
article-number: 18 <box>1079 1504 1111 1527</box>
article-headline-48[interactable] <box>441 920 643 945</box>
article-title: شپنگ <box>47 2021 185 2040</box>
article-headline-23[interactable] <box>865 455 1067 480</box>
continued-label: بقیہ <box>1458 551 1491 574</box>
ad-title: صرف ایک کال پر اشتہار <box>1291 35 1490 69</box>
article-headline-69[interactable] <box>13 589 218 614</box>
continued-label: بقیہ <box>1033 1450 1066 1474</box>
article-headline-27[interactable] <box>865 991 1067 1016</box>
continued-label: بقیہ <box>1033 859 1066 882</box>
article-body: کے قیام سے متعلق معاملہ زیر غور آیا۔ ارکان نے کہا کہ آئینی عدالت کے قیام سے عام عدالتوں پر بوجھ کم ہوگا، مقدمات کے فیصلے جلد ہوں گے، بعض ارکان نے تحفظات کا اظہار کرتے ہوئے کہا کہ اس معاملے پر وسیع تر مشاورت ضروری ہے، کمیٹی نے معاملہ آئندہ اجلاس تک مؤخر کر دیا۔ <box>865 766 1067 848</box>
article-body: کیا جا رہا ہے۔ اسلام آباد ہائیکورٹ کے باہر میڈیا سے گفتگو کرتے ہوئے بانی پی ٹی آئی کے وکیل سلمان اکرم راجا کا کہنا تھا کہ عمران خان تک معالجین اور فیملی کی رسائی کی کوششیں کی جا رہی ہیں، عدالت نے ہفتہ وار دو ملاقاتوں کا آرڈر کیا، ایک دن وکلا اور ایک دن فیملی سے ملاقات کا دن مقرر ہوا، آج روز اعلیٰ پی کے ہمراہ عدالت میں پیش ہونے والے سپرنٹنڈنٹ کو ملاقات کرانے کا کہا گیا۔ انہوں نے کہا کہ ہم اسی روز گئے جبکہ ملاقات نہیں کرائی گئی، توہین عدالت کی درخواست دائر کی لیکن درخواست کی سماعت ہی نہیں لگی، عدالتوں کی پرانی درخواستیں لگیں تو انہیں یک جہت کرنے کا ارشاد کیا گیا۔ <box>1077 1532 1280 1727</box>
continued-label: بقیہ <box>1245 40 1278 64</box>
article-title: مہنگائی درخواست <box>47 1528 185 1548</box>
continued-label: بقیہ <box>396 1274 429 1297</box>
article-headline-25[interactable] <box>865 737 1067 762</box>
continued-label: بقیہ <box>609 237 642 260</box>
article-headline-30[interactable] <box>865 1450 1067 1475</box>
article-title: طیارہ تباہ <box>687 274 822 294</box>
article-number: 56 <box>230 463 263 486</box>
article-number: 19 <box>1079 1736 1111 1759</box>
continued-label: بقیہ <box>185 322 217 346</box>
continued-label: بقیہ <box>1033 1690 1066 1713</box>
article-headline-18[interactable] <box>1078 1503 1280 1528</box>
article-headline-74[interactable] <box>13 1526 218 1551</box>
article-title: سرکاری سکولز <box>47 959 185 978</box>
continued-label: بقیہ <box>1033 1584 1066 1607</box>
article-headline-47[interactable] <box>441 800 643 825</box>
article-body: مہم چلانے پر بھی لائق انتخابی مہم کی جبکہ مد مقابل امیدواروں نے الزامات عائد کیے ہیں۔ الیکشن کمیشن نے نوٹس جاری کرتے ہوئے رپورٹ طلب کر لی ہے، ضابطہ اخلاق کی خلاف ورزی پر کارروائی کا انتباہ دیا گیا ہے، پولنگ کے انتظامات مکمل کر لیے گئے ہیں۔ <box>228 611 431 706</box>
article-headline-12[interactable] <box>1078 39 1280 64</box>
article-headline-61[interactable] <box>229 1062 431 1087</box>
continued-label: بقیہ <box>609 455 642 478</box>
ad-terms <box>1291 69 1490 415</box>
article-title: ٹینڈر ایوارڈ <box>474 1269 609 1288</box>
article-headline-21[interactable] <box>865 131 1067 156</box>
